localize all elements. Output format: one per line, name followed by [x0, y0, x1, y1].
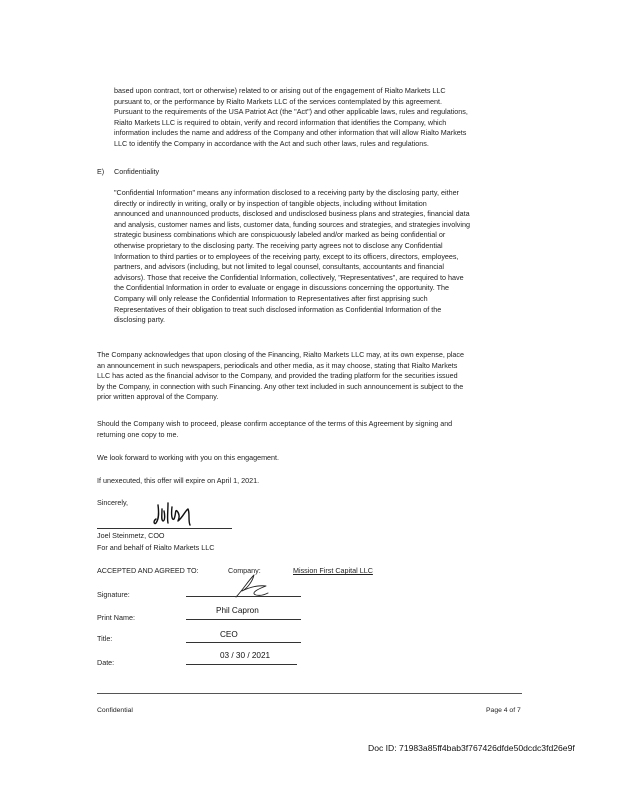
- company-name: Mission First Capital LLC: [293, 566, 373, 575]
- print-name-label: Print Name:: [97, 613, 135, 622]
- signature-label: Signature:: [97, 590, 130, 599]
- signature-line: [186, 596, 301, 597]
- date-value: 03 / 30 / 2021: [220, 651, 271, 660]
- look-forward-text: We look forward to working with you on this engagement.: [97, 453, 280, 462]
- print-name-value: Phil Capron: [216, 606, 259, 615]
- rialto-signature: [150, 499, 210, 529]
- date-line: [186, 664, 297, 665]
- announcement-paragraph: The Company acknowledges that upon closing of the Financing, Rialto Markets LLC may, at its own expense, place an announcement in such newspapers, periodicals and other media, as it may choose, stating that Rialto Markets LLC has acted as the financial advisor to the Company, and provided the trading platform for the securities issued by the Company, in connection with such Financing. Any other text included in such announcement is subject to the prior written approval of the Company.: [97, 350, 465, 402]
- signer-name: Joel Steinmetz, COO: [97, 531, 165, 540]
- date-label: Date:: [97, 658, 115, 667]
- expiry-text: If unexecuted, this offer will expire on April 1, 2021.: [97, 476, 260, 485]
- confidentiality-paragraph: "Confidential Information" means any information disclosed to a receiving party by the disclosing party, either directly or indirectly in writing, orally or by inspection of tangible objects, including without limitation announced and unannounced products, disclosed and undisclosed business plans and strategies, financial data and analysis, customer names and lists, customer data, funding sources and strategies, and strategies involving strategic business combinations which are conspicuously labeled and/or marked as being confidential or otherwise proprietary to the disclosing party. The receiving party agrees not to disclose any Confidential Information to third parties or to employees of the receiving party, except to its officers, directors, employees, partners, and advisors (including, but not limited to legal counsel, consultants, accountants and financial advisors). Those that receive the Confidential Information, collectively, "Representatives", are required to have the Confidential Information in order to evaluate or engage in discussions concerning the opportunity. The Company will only release the Confidential Information to Representatives after first apprising such Representatives of their obligation to treat such disclosed information as Confidential Information of the disclosing party.: [114, 188, 470, 325]
- footer-page-number: Page 4 of 7: [486, 707, 521, 714]
- proceed-paragraph: Should the Company wish to proceed, please confirm acceptance of the terms of this Agreement by signing and returning one copy to me.: [97, 419, 453, 439]
- signer-behalf: For and behalf of Rialto Markets LLC: [97, 543, 215, 552]
- intro-paragraph: based upon contract, tort or otherwise) related to or arising out of the engagement of Rialto Markets LLC pursuant to, or the performance by Rialto Markets LLC of the services contemplated by this agreement. Pursuant to the requirements of the USA Patriot Act (the "Act") and other applicable laws, rules and regulations, Rialto Markets LLC is required to obtain, verify and record information that identifies the Company, which information includes the name and address of the Company and other information that will allow Rialto Markets LLC to identify the Company in accordance with the Act and such other laws, rules and regulations.: [114, 86, 468, 148]
- accepted-heading: ACCEPTED AND AGREED TO:: [97, 566, 199, 575]
- footer-confidential: Confidential: [97, 707, 133, 714]
- footer-rule: [97, 693, 522, 694]
- title-line: [186, 642, 301, 643]
- company-label: Company:: [228, 566, 261, 575]
- doc-id: Doc ID: 71983a85ff4bab3f767426dfde50dcdc3fd26e9f: [368, 743, 575, 753]
- closing-text: Sincerely,: [97, 498, 129, 507]
- section-e-letter: E): [97, 167, 105, 176]
- rialto-signature-line: [97, 528, 232, 529]
- title-value: CEO: [220, 630, 238, 639]
- print-name-line: [186, 619, 301, 620]
- title-label: Title:: [97, 634, 113, 643]
- section-e-heading: Confidentiality: [114, 167, 160, 176]
